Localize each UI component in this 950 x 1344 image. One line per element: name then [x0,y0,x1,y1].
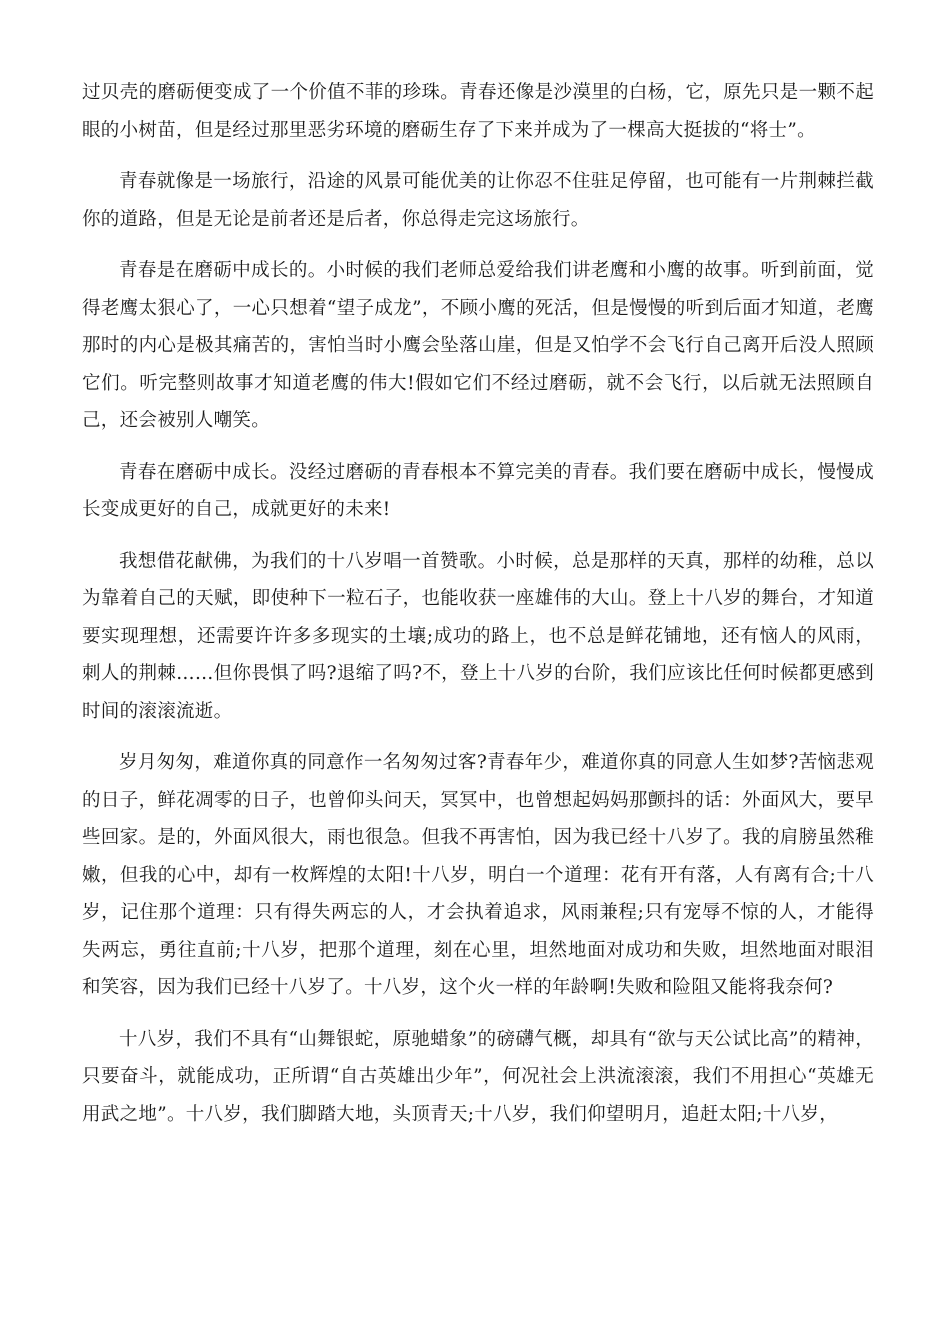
document-body [82,74,874,1147]
paragraph-1: 过贝壳的磨砺便变成了一个价值不菲的珍珠。青春还像是沙漠里的白杨，它，原先只是一颗不起眼的小树苗，但是经过那里恶劣环境的磨砺生存了下来并成为了一棵高大挺拔的“将士”。 [82,82,874,141]
paragraph-2: 青春就像是一场旅行，沿途的风景可能优美的让你忍不住驻足停留，也可能有一片荆棘拦截你的道路，但是无论是前者还是后者，你总得走完这场旅行。 [82,171,874,230]
paragraph-5: 我想借花献佛，为我们的十八岁唱一首赞歌。小时候，总是那样的天真，那样的幼稚，总以为靠着自己的天赋，即使种下一粒石子，也能收获一座雄伟的大山。登上十八岁的舞台，才知道要实现理想，还需要许许多多现实的土壤;成功的路上，也不总是鲜花铺地，还有恼人的风雨，刺人的荆棘……但你畏惧了吗?退缩了吗?不，登上十八岁的台阶，我们应该比任何时候都更感到时间的滚滚流逝。 [82,550,874,722]
paragraph-4: 青春在磨砺中成长。没经过磨砺的青春根本不算完美的青春。我们要在磨砺中成长，慢慢成长变成更好的自己，成就更好的未来! [82,461,874,520]
paragraph-7: 十八岁，我们不具有“山舞银蛇，原驰蜡象”的磅礴气概，却具有“欲与天公试比高”的精神，只要奋斗，就能成功，正所谓“自古英雄出少年”，何况社会上洪流滚滚，我们不用担心“英雄无用武之地”。十八岁，我们脚踏大地，头顶青天;十八岁，我们仰望明月，追赶太阳;十八岁， [82,1028,874,1125]
paragraph-3: 青春是在磨砺中成长的。小时候的我们老师总爱给我们讲老鹰和小鹰的故事。听到前面，觉得老鹰太狠心了，一心只想着“望子成龙”，不顾小鹰的死活，但是慢慢的听到后面才知道，老鹰那时的内心是极其痛苦的，害怕当时小鹰会坠落山崖，但是又怕学不会飞行自己离开后没人照顾它们。听完整则故事才知道老鹰的伟大!假如它们不经过磨砺，就不会飞行，以后就无法照顾自己，还会被别人嘲笑。 [82,260,874,431]
paragraph-6: 岁月匆匆，难道你真的同意作一名匆匆过客?青春年少，难道你真的同意人生如梦?苦恼悲观的日子，鲜花凋零的日子，也曾仰头问天，冥冥中，也曾想起妈妈那颤抖的话：外面风大，要早些回家。是的，外面风很大，雨也很急。但我不再害怕，因为我已经十八岁了。我的肩膀虽然稚嫩，但我的心中，却有一枚辉煌的太阳!十八岁，明白一个道理：花有开有落，人有离有合;十八岁，记住那个道理：只有得失两忘的人，才会执着追求，风雨兼程;只有宠辱不惊的人，才能得失两忘，勇往直前;十八岁，把那个道理，刻在心里，坦然地面对成功和失败，坦然地面对眼泪和笑容，因为我们已经十八岁了。十八岁，这个火一样的年龄啊!失败和险阻又能将我奈何? [82,752,874,998]
